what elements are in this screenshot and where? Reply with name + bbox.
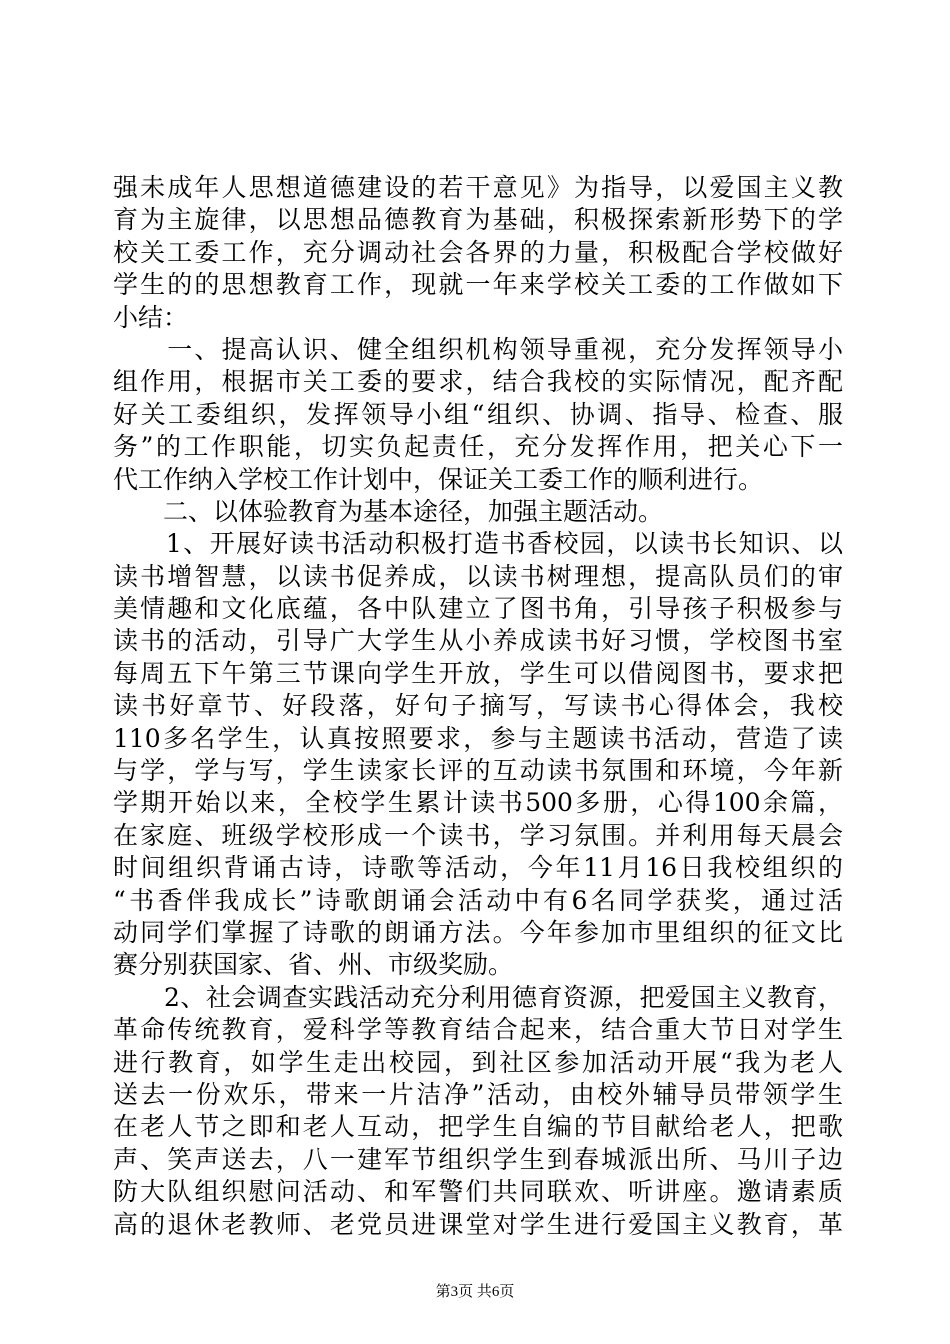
text-line: 强未成年人思想道德建设的若干意见》为指导，以爱国主义教 (113, 173, 843, 202)
text-line: 送去一份欢乐，带来一片洁净”活动，由校外辅导员带领学生 (113, 1079, 843, 1109)
text-line: 与学，学与写，学生读家长评的互动读书氛围和环境，今年新 (113, 756, 843, 786)
text-line: 学期开始以来，全校学生累计读书500多册，心得100余篇， (113, 788, 843, 818)
text-line: 务”的工作职能，切实负起责任，充分发挥作用，把关心下一 (113, 432, 843, 462)
text-line: 育为主旋律，以思想品德教育为基础，积极探索新形势下的学 (113, 205, 843, 235)
text-line: 读书增智慧，以读书促养成，以读书树理想，提高队员们的审 (113, 561, 843, 591)
text-line: 声、笑声送去，八一建军节组织学生到春城派出所、马川子边 (113, 1144, 843, 1174)
text-line: 进行教育，如学生走出校园，到社区参加活动开展“我为老人 (113, 1047, 843, 1077)
text-line: 好关工委组织，发挥领导小组“组织、协调、指导、检查、服 (113, 399, 843, 429)
text-line: 赛分别获国家、省、州、市级奖励。 (113, 950, 514, 980)
document-body (113, 172, 843, 1241)
text-line: 一、提高认识、健全组织机构领导重视，充分发挥领导小 (113, 334, 843, 364)
text-line: 每周五下午第三节课向学生开放，学生可以借阅图书，要求把 (113, 658, 843, 688)
text-line: 110多名学生，认真按照要求，参与主题读书活动，营造了读 (113, 723, 843, 753)
page-footer (0, 1280, 950, 1301)
text-line: “书香伴我成长”诗歌朗诵会活动中有6名同学获奖，通过活 (113, 885, 843, 915)
text-line: 代工作纳入学校工作计划中，保证关工委工作的顺利进行。 (113, 464, 764, 494)
text-line: 动同学们掌握了诗歌的朗诵方法。今年参加市里组织的征文比 (113, 917, 843, 947)
text-line: 革命传统教育，爱科学等教育结合起来，结合重大节日对学生 (113, 1015, 843, 1045)
text-line: 防大队组织慰问活动、和军警们共同联欢、听讲座。邀请素质 (113, 1177, 843, 1207)
page-number: 第3页 共6页 (435, 1284, 515, 1300)
text-line: 1、开展好读书活动积极打造书香校园，以读书长知识、以 (113, 529, 843, 559)
text-line: 美情趣和文化底蕴，各中队建立了图书角，引导孩子积极参与 (113, 594, 843, 624)
text-line: 时间组织背诵古诗，诗歌等活动，今年11月16日我校组织的 (113, 853, 843, 883)
text-line: 高的退休老教师、老党员进课堂对学生进行爱国主义教育，革 (113, 1209, 843, 1239)
text-line: 2、社会调查实践活动充分利用德育资源，把爱国主义教育， (113, 982, 843, 1012)
section-heading: 二、以体验教育为基本途径，加强主题活动。 (113, 496, 664, 526)
text-line: 学生的的思想教育工作，现就一年来学校关工委的工作做如下 (113, 270, 843, 300)
text-line: 读书的活动，引导广大学生从小养成读书好习惯，学校图书室 (113, 626, 843, 656)
text-line: 在老人节之即和老人互动，把学生自编的节目献给老人，把歌 (113, 1112, 843, 1142)
text-line: 校关工委工作，充分调动社会各界的力量，积极配合学校做好 (113, 237, 843, 267)
text-line: 小结： (113, 302, 189, 332)
text-line: 读书好章节、好段落，好句子摘写，写读书心得体会，我校 (113, 691, 843, 721)
text-line: 在家庭、班级学校形成一个读书，学习氛围。并利用每天晨会 (113, 820, 843, 850)
text-line: 组作用，根据市关工委的要求，结合我校的实际情况，配齐配 (113, 367, 843, 397)
